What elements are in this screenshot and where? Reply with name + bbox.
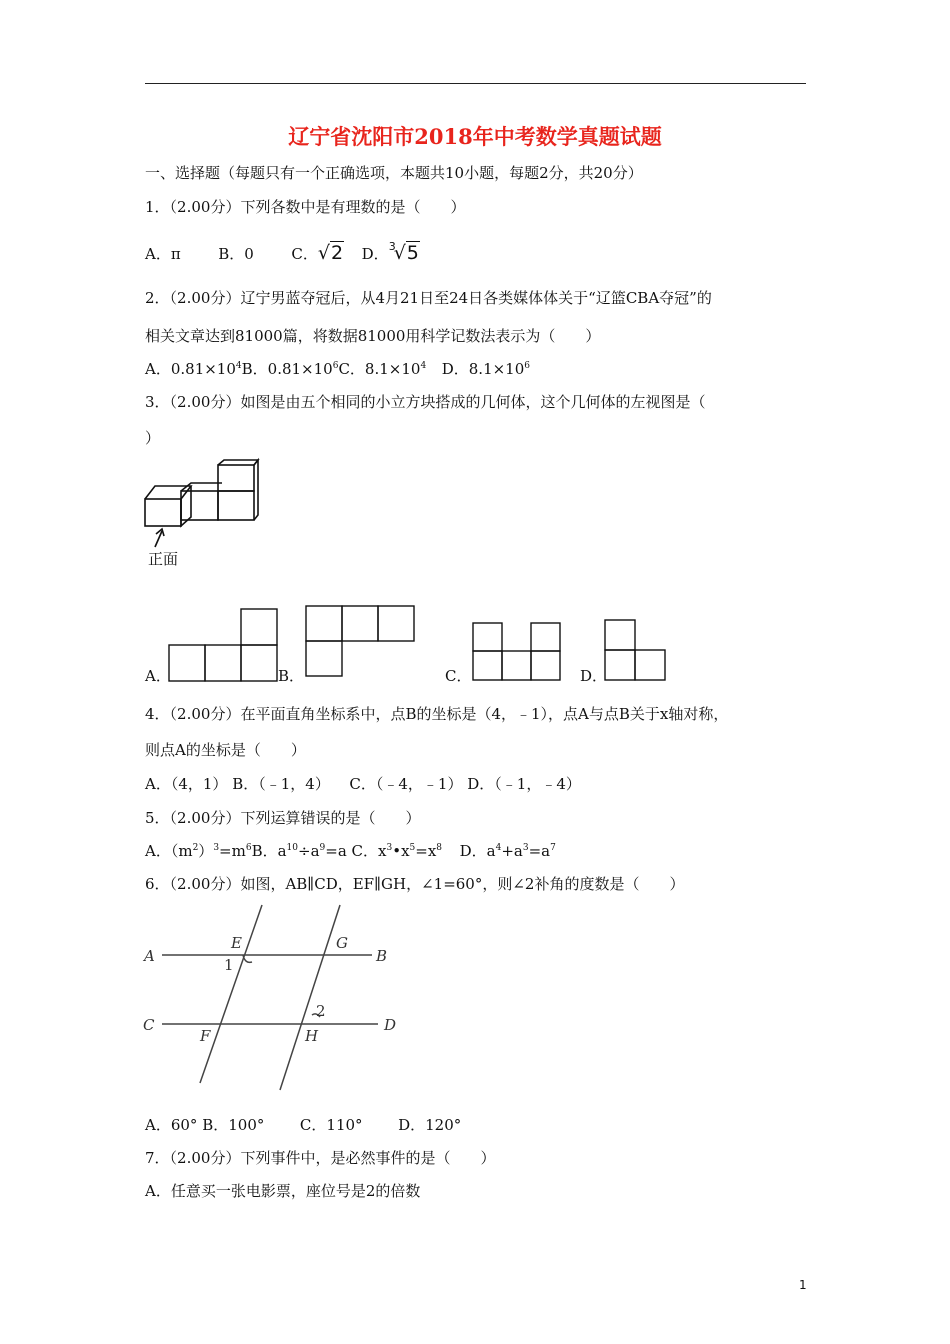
q1-option-a: A．π [145,245,181,263]
q7-option-a: A．任意买一张电影票，座位号是2的倍数 [145,1182,421,1200]
q3-option-d-figure [603,618,669,682]
q1-cbrt-index: 3 [388,240,396,253]
q2-option-c: C．$8.1\times 10^4$ [338,360,427,378]
q4-option-b: B．（﹣1，4） [232,775,330,793]
section-heading: 一、选择题（每题只有一个正确选项，本题共10小题，每题2分，共20分） [145,164,643,182]
q2-option-d: D．$8.1\times 10^6$ [441,360,531,378]
q5-option-d: D．$a^4+a^3=a^7$ [459,842,556,860]
q4-stem-line2: 则点A的坐标是（ ） [145,741,306,759]
q2-options [145,359,530,379]
q3-option-b-label: B． [278,667,305,685]
q7-stem: 7．（2.00分）下列事件中，是必然事件的是（ ） [145,1149,496,1167]
label-angle-1: 1 [224,956,234,974]
q6-stem: 6．（2.00分）如图，AB∥CD，EF∥GH，∠1=60°，则∠2补角的度数是（ ） [145,875,685,893]
q4-option-a: A．（4，1） [145,775,228,793]
label-e: E [231,934,242,952]
q1-stem: 1．（2.00分）下列各数中是有理数的是（ ） [145,198,466,216]
q6-option-c: C．110° [299,1116,363,1134]
label-b: B [376,947,388,965]
q1-option-d: D． [361,245,389,263]
label-f: F [200,1027,211,1045]
q3-front-label: 正面 [148,550,179,568]
q5-stem: 5．（2.00分）下列运算错误的是（ ） [145,809,421,827]
label-h: H [305,1027,319,1045]
label-c: C [143,1016,155,1034]
q5-option-a: A．$(m^2)^3=m^6$ [145,842,252,860]
q5-options [145,841,556,861]
page-number: 1 [799,1278,807,1292]
q3-option-d-label: D． [580,667,608,685]
q6-options [145,1115,461,1135]
q2-option-b: B．$0.81\times 10^6$ [241,360,339,378]
q3-option-b-figure [305,604,417,678]
q4-stem-line1: 4．（2.00分）在平面直角坐标系中，点B的坐标是（4，﹣1），点A与点B关于x轴对称， [145,705,729,723]
q3-option-c-figure [472,621,564,683]
q4-options [145,774,581,794]
q1-option-b: B．0 [218,245,254,263]
q6-option-a: A．60° [145,1116,198,1134]
q3-option-c-label: C． [445,667,472,685]
q2-option-a: A．$0.81\times 10^4$ [145,360,242,378]
q2-stem-line1: 2．（2.00分）辽宁男蓝夺冠后，从4月21日至24日各类媒体体关于“辽篮CBA夺冠”的 [145,289,712,307]
q6-option-b: B．100° [202,1116,265,1134]
q3-stem-line2: ） [145,429,161,447]
q2-stem-line2: 相关文章达到81000篇，将数据81000用科学记数法表示为（ ） [145,327,601,345]
header-rule [145,83,806,84]
q6-parallel-lines-figure [140,900,410,1090]
q5-option-c: C．$x^3•x^5=x^8$ [351,842,443,860]
label-a: A [144,947,155,965]
q4-option-c: C．（﹣4，﹣1） [349,775,463,793]
page-title: 辽宁省沈阳市2018年中考数学真题试题 [288,124,662,149]
q1-cbrt: $^3$√5 [388,240,419,264]
line-ef [200,905,262,1083]
q1-option-c: C． [291,245,318,263]
label-g: G [336,934,348,952]
q1-sqrt-radicand: 2 [331,242,344,264]
label-angle-2: 2 [316,1002,326,1020]
q1-cbrt-radicand: 5 [406,242,419,264]
q3-option-a-figure [168,606,278,682]
q5-option-b: B．$a^{10}\div a^9=a$ [251,842,347,860]
line-gh [280,905,340,1090]
q6-option-d: D．120° [398,1116,462,1134]
q1-options [145,240,420,266]
label-d: D [384,1016,397,1034]
q3-option-a-label: A． [145,667,171,685]
q1-sqrt: √2 [317,242,344,264]
q3-stem-line1: 3．（2.00分）如图是由五个相同的小立方块搭成的几何体，这个几何体的左视图是（ [145,393,706,411]
q4-option-d: D．（﹣1，﹣4） [467,775,581,793]
